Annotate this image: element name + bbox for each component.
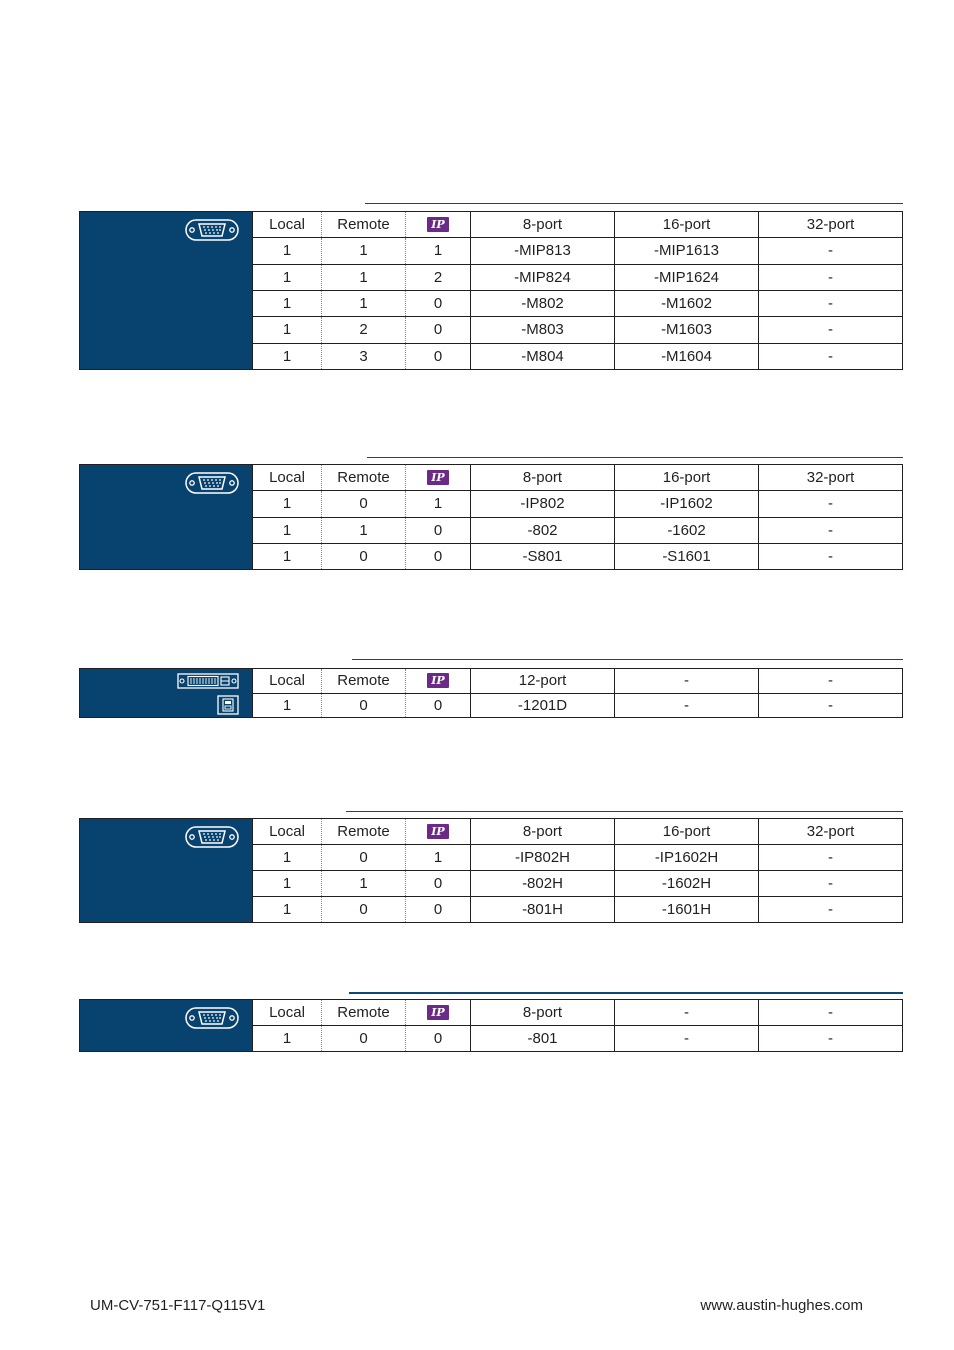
header-cell: Remote	[322, 212, 406, 237]
table-cell: 3	[322, 344, 406, 369]
table-cell: -M804	[471, 344, 615, 369]
table-cell: 0	[322, 1026, 406, 1051]
table-cell: 0	[406, 518, 471, 543]
header-cell: Local	[253, 1000, 322, 1025]
table-cell: -M803	[471, 317, 615, 342]
table-side-panel	[80, 819, 253, 922]
usb-port-icon	[217, 695, 239, 715]
table-header-row	[253, 1000, 902, 1025]
table-grid	[253, 465, 902, 569]
header-cell: Remote	[322, 819, 406, 844]
header-cell: 8-port	[471, 819, 615, 844]
model-table	[79, 211, 903, 370]
table-cell: 0	[406, 344, 471, 369]
footer-doc-id: UM-CV-751-F117-Q115V1	[90, 1297, 266, 1314]
vga-port-icon	[185, 826, 239, 848]
table-cell: 0	[406, 291, 471, 316]
ip-badge-icon: IP	[427, 824, 449, 839]
table-cell: -1602	[615, 518, 759, 543]
ip-badge-icon: IP	[427, 1005, 449, 1020]
table-cell: -	[828, 696, 833, 714]
table-row	[253, 693, 902, 718]
table-cell: -M1602	[615, 291, 759, 316]
table-row	[253, 264, 902, 290]
table-cell: -IP1602H	[615, 845, 759, 870]
table-cell: -1201D	[471, 694, 615, 718]
table-cell: 2	[406, 265, 471, 290]
header-cell: 32-port	[806, 469, 855, 487]
table-cell: 1	[322, 238, 406, 263]
table-cell: -	[828, 268, 833, 286]
table-row	[253, 870, 902, 896]
table-cell: 1	[322, 265, 406, 290]
section-rule	[365, 203, 903, 204]
table-cell: 0	[322, 845, 406, 870]
table-cell: -	[828, 849, 833, 866]
table-cell: 0	[406, 1026, 471, 1051]
table-side-panel	[80, 669, 253, 717]
table-header-row	[253, 465, 902, 490]
table-cell: 0	[406, 694, 471, 718]
section-rule	[367, 457, 903, 458]
ip-badge-icon: IP	[427, 217, 449, 232]
header-cell-ip	[406, 669, 471, 693]
table-cell: 1	[253, 694, 322, 718]
footer-website: www.austin-hughes.com	[700, 1297, 863, 1314]
table-cell: 1	[253, 291, 322, 316]
table-cell: -802H	[471, 871, 615, 896]
header-cell: 8-port	[471, 212, 615, 237]
table-cell: -	[828, 321, 833, 339]
table-row	[253, 543, 902, 569]
table-cell: -	[828, 1030, 833, 1047]
table-cell: -801	[471, 1026, 615, 1051]
section-rule	[352, 659, 903, 660]
header-cell: Remote	[322, 1000, 406, 1025]
table-cell: 1	[253, 544, 322, 569]
section-rule	[349, 992, 903, 994]
table-cell: 0	[322, 694, 406, 718]
header-cell-ip	[406, 465, 471, 490]
table-cell: -1601H	[615, 897, 759, 922]
table-header-row	[253, 212, 902, 237]
table-cell: -802	[471, 518, 615, 543]
table-cell: 1	[253, 238, 322, 263]
table-grid	[253, 669, 902, 717]
table-cell: 0	[322, 491, 406, 516]
table-header-row	[253, 819, 902, 844]
header-cell: -	[828, 672, 833, 690]
table-cell: -	[828, 547, 833, 565]
table-grid	[253, 1000, 902, 1051]
table-row	[253, 896, 902, 922]
header-cell-ip	[406, 1000, 471, 1025]
header-cell: -	[615, 1000, 759, 1025]
table-cell: -	[828, 875, 833, 892]
model-table	[79, 818, 903, 923]
table-cell: 1	[322, 518, 406, 543]
table-cell: 2	[322, 317, 406, 342]
header-cell: Local	[253, 465, 322, 490]
model-table	[79, 999, 903, 1052]
table-cell: 0	[406, 871, 471, 896]
table-cell: 1	[322, 291, 406, 316]
table-grid	[253, 212, 902, 369]
table-cell: 0	[322, 897, 406, 922]
table-cell: -	[615, 1026, 759, 1051]
ip-badge-icon: IP	[427, 673, 449, 688]
table-cell: 1	[406, 845, 471, 870]
table-cell: -MIP1624	[615, 265, 759, 290]
table-cell: 1	[253, 317, 322, 342]
table-cell: -IP1602	[615, 491, 759, 516]
table-cell: 1	[406, 491, 471, 516]
table-cell: 1	[253, 265, 322, 290]
table-cell: -	[615, 694, 759, 718]
table-row	[253, 237, 902, 263]
table-cell: 1	[253, 871, 322, 896]
table-row	[253, 490, 902, 516]
header-cell: 32-port	[806, 823, 855, 840]
header-cell: Remote	[322, 669, 406, 693]
header-cell: -	[828, 1004, 833, 1021]
table-cell: -MIP1613	[615, 238, 759, 263]
table-cell: 1	[253, 897, 322, 922]
table-row	[253, 290, 902, 316]
vga-port-icon	[185, 219, 239, 241]
table-cell: 1	[253, 344, 322, 369]
table-cell: -IP802	[471, 491, 615, 516]
ip-badge-icon: IP	[427, 470, 449, 485]
vga-port-icon	[185, 1007, 239, 1029]
header-cell: 12-port	[471, 669, 615, 693]
table-row	[253, 316, 902, 342]
table-cell: -MIP824	[471, 265, 615, 290]
table-cell: 1	[406, 238, 471, 263]
table-cell: 0	[406, 317, 471, 342]
header-cell: Local	[253, 819, 322, 844]
table-cell: -	[828, 901, 833, 918]
section-rule	[346, 811, 903, 812]
table-cell: -	[828, 521, 833, 539]
table-cell: -S801	[471, 544, 615, 569]
table-cell: -IP802H	[471, 845, 615, 870]
model-table	[79, 464, 903, 570]
header-cell: 8-port	[471, 1000, 615, 1025]
table-cell: 0	[322, 544, 406, 569]
table-row	[253, 844, 902, 870]
header-cell: 16-port	[615, 819, 759, 844]
model-table	[79, 668, 903, 718]
header-cell: 16-port	[615, 465, 759, 490]
table-side-panel	[80, 465, 253, 569]
table-cell: 0	[406, 897, 471, 922]
table-cell: 1	[253, 518, 322, 543]
header-cell: 16-port	[615, 212, 759, 237]
table-row	[253, 343, 902, 369]
table-row	[253, 1025, 902, 1051]
table-cell: 1	[253, 1026, 322, 1051]
table-cell: -M1604	[615, 344, 759, 369]
table-cell: -S1601	[615, 544, 759, 569]
table-cell: -M1603	[615, 317, 759, 342]
table-row	[253, 517, 902, 543]
header-cell: 32-port	[806, 216, 855, 234]
table-cell: -1602H	[615, 871, 759, 896]
table-side-panel	[80, 212, 253, 369]
table-cell: -MIP813	[471, 238, 615, 263]
header-cell: Local	[253, 669, 322, 693]
table-header-row	[253, 669, 902, 693]
table-cell: -	[828, 242, 833, 260]
table-cell: 1	[322, 871, 406, 896]
dvi-port-icon	[177, 673, 239, 689]
table-cell: 0	[406, 544, 471, 569]
table-cell: -	[828, 495, 833, 513]
table-cell: 1	[253, 491, 322, 516]
header-cell: Remote	[322, 465, 406, 490]
header-cell: -	[615, 669, 759, 693]
header-cell-ip	[406, 819, 471, 844]
table-cell: -M802	[471, 291, 615, 316]
table-grid	[253, 819, 902, 922]
header-cell: 8-port	[471, 465, 615, 490]
table-cell: -	[828, 347, 833, 365]
table-cell: 1	[253, 845, 322, 870]
table-cell: -801H	[471, 897, 615, 922]
header-cell: Local	[253, 212, 322, 237]
vga-port-icon	[185, 472, 239, 494]
table-side-panel	[80, 1000, 253, 1051]
header-cell-ip	[406, 212, 471, 237]
table-cell: -	[828, 295, 833, 313]
